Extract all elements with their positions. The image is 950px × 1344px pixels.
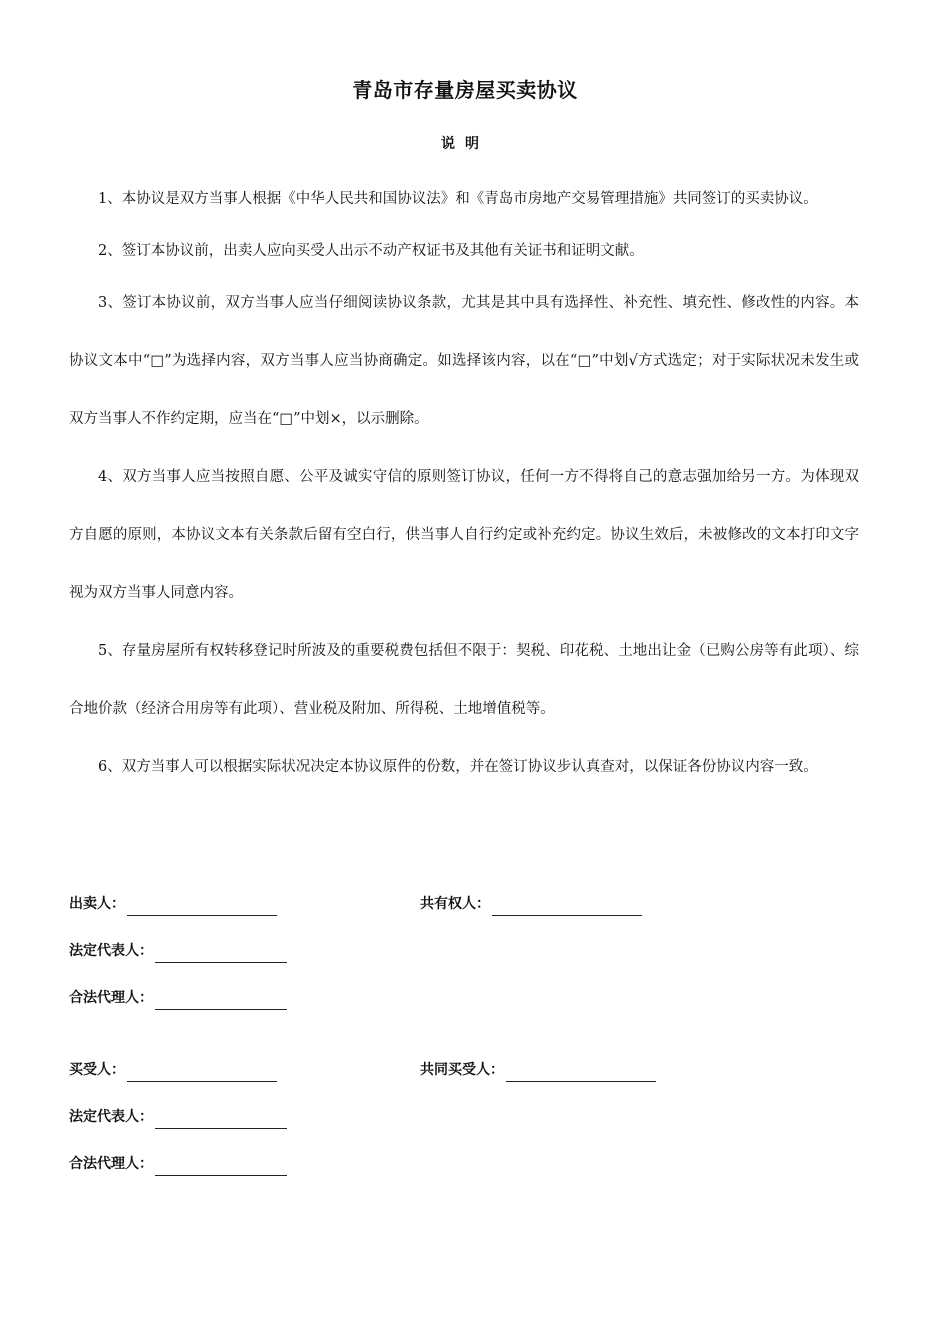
co-owner-signature-line[interactable] <box>492 897 642 916</box>
seller-legal-rep-line[interactable] <box>155 944 287 963</box>
buyer-signature-line[interactable] <box>127 1063 277 1082</box>
seller-agent-signature <box>69 986 287 1010</box>
co-buyer-signature-line[interactable] <box>506 1063 656 1082</box>
buyer-signature <box>69 1058 277 1082</box>
seller-label: 出卖人： <box>69 896 125 912</box>
instructions-body <box>69 170 859 796</box>
seller-agent-label: 合法代理人： <box>69 990 153 1006</box>
document-title: 青岛市存量房屋买卖协议 <box>352 78 578 102</box>
seller-signature <box>69 892 277 916</box>
paragraph-3: 3、签订本协议前，双方当事人应当仔细阅读协议条款，尤其是其中具有选择性、补充性、填充性、修改性的内容。本协议文本中“□”为选择内容，双方当事人应当协商确定。如选择该内容，以在“□”中划√方式选定；对于实际状况未发生或双方当事人不作约定期，应当在“□”中划×，以示删除。 <box>69 295 859 427</box>
buyer-label: 买受人： <box>69 1062 125 1078</box>
seller-legal-rep-label: 法定代表人： <box>69 943 153 959</box>
paragraph-1: 1、本协议是双方当事人根据《中华人民共和国协议法》和《青岛市房地产交易管理措施》共同签订的买卖协议。 <box>98 191 818 207</box>
section-heading: 说明 <box>441 136 489 152</box>
seller-legal-rep-signature <box>69 939 287 963</box>
co-buyer-signature <box>420 1058 656 1082</box>
co-owner-signature <box>420 892 642 916</box>
seller-agent-line[interactable] <box>155 991 287 1010</box>
paragraph-2: 2、签订本协议前，出卖人应向买受人出示不动产权证书及其他有关证书和证明文献。 <box>98 243 644 259</box>
co-owner-label: 共有权人： <box>420 896 490 912</box>
buyer-agent-label: 合法代理人： <box>69 1156 153 1172</box>
seller-signature-line[interactable] <box>127 897 277 916</box>
co-buyer-label: 共同买受人： <box>420 1062 504 1078</box>
buyer-legal-rep-label: 法定代表人： <box>69 1109 153 1125</box>
buyer-legal-rep-line[interactable] <box>155 1110 287 1129</box>
buyer-agent-signature <box>69 1152 287 1176</box>
buyer-legal-rep-signature <box>69 1105 287 1129</box>
paragraph-6: 6、双方当事人可以根据实际状况决定本协议原件的份数，并在签订协议步认真查对，以保证各份协议内容一致。 <box>98 759 818 775</box>
paragraph-4: 4、双方当事人应当按照自愿、公平及诚实守信的原则签订协议，任何一方不得将自己的意志强加给另一方。为体现双方自愿的原则，本协议文本有关条款后留有空白行，供当事人自行约定或补充约定。协议生效后，未被修改的文本打印文字视为双方当事人同意内容。 <box>69 469 859 601</box>
paragraph-5: 5、存量房屋所有权转移登记时所波及的重要税费包括但不限于：契税、印花税、土地出让金（已购公房等有此项）、综合地价款（经济合用房等有此项）、营业税及附加、所得税、土地增值税等。 <box>69 643 859 717</box>
buyer-agent-line[interactable] <box>155 1157 287 1176</box>
